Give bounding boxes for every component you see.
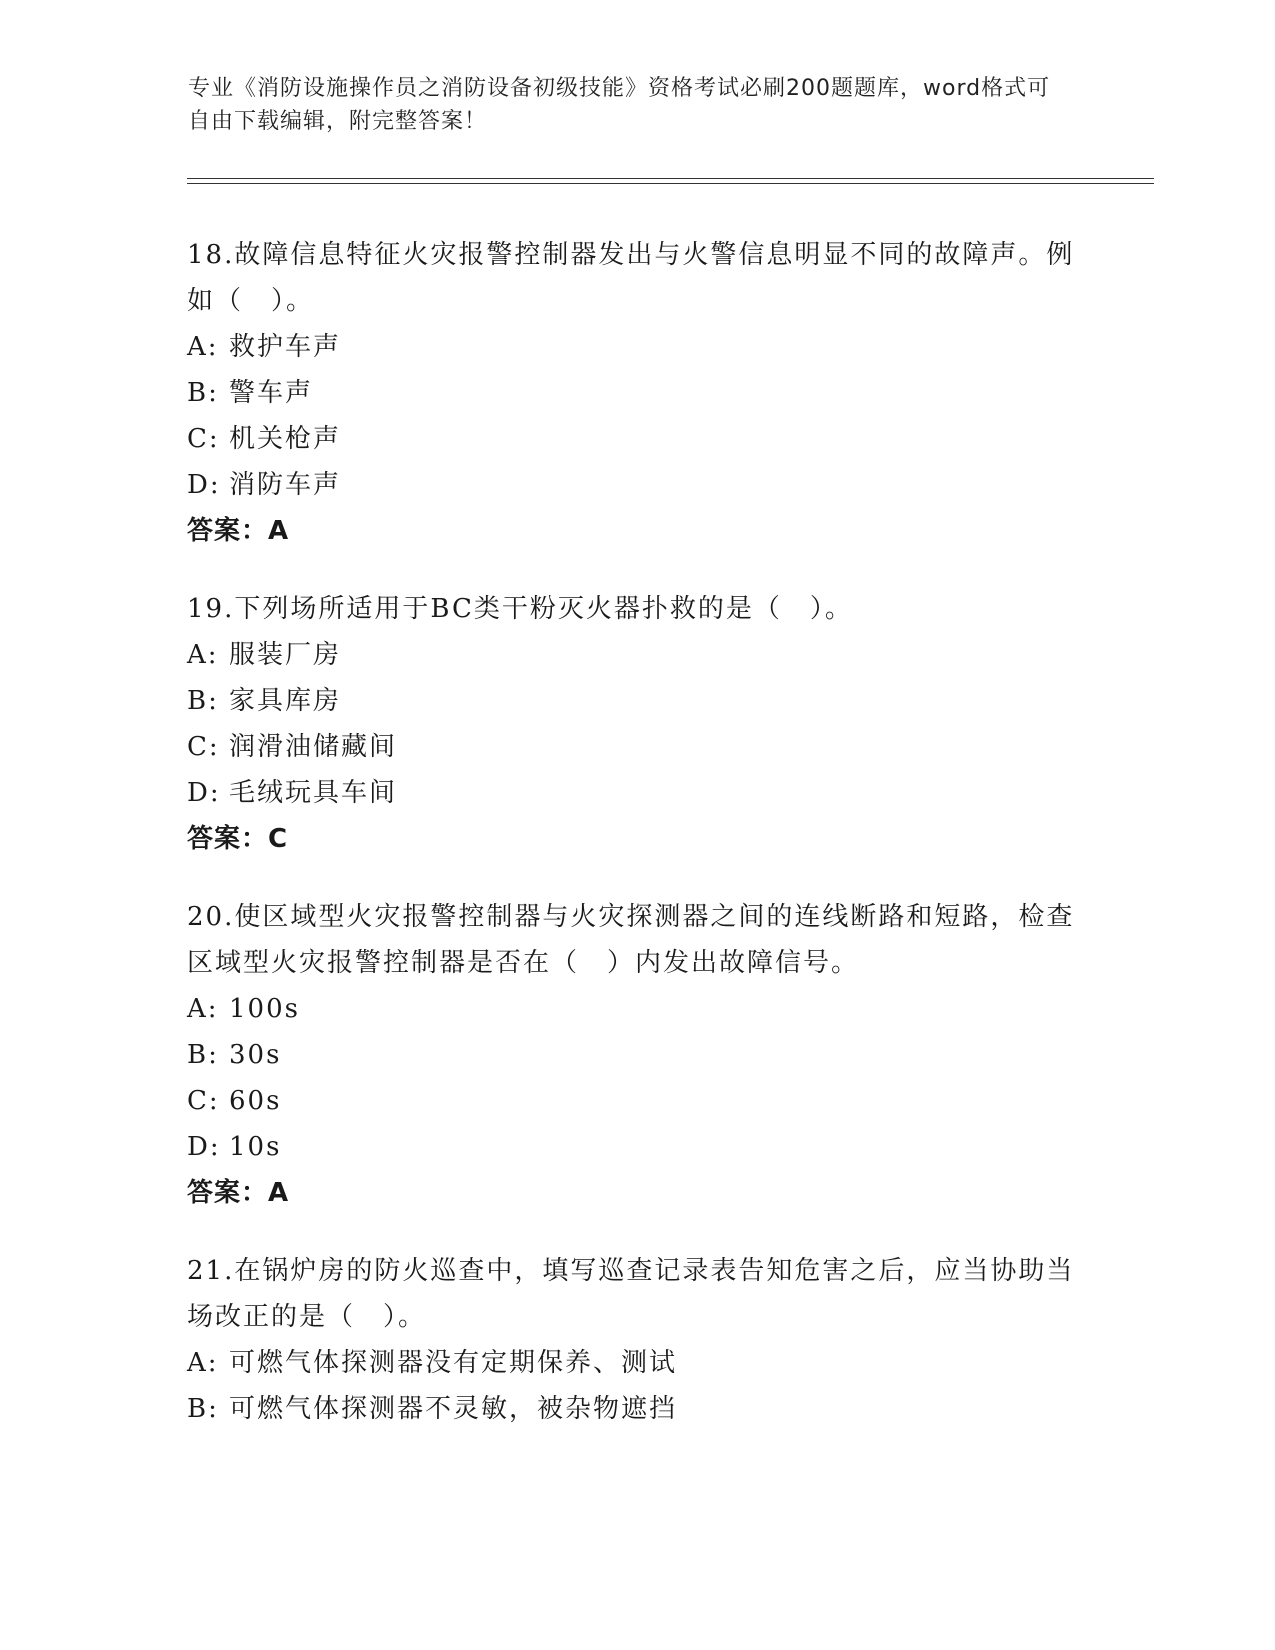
option-letter: B: xyxy=(187,1040,219,1070)
answer-line xyxy=(187,816,1087,862)
option-a xyxy=(187,324,1087,370)
option-b xyxy=(187,678,1087,724)
option-letter: D: xyxy=(187,1132,221,1162)
option-text: 可燃气体探测器不灵敏，被杂物遮挡 xyxy=(229,1394,678,1424)
option-text: 可燃气体探测器没有定期保养、测试 xyxy=(229,1348,678,1378)
option-b xyxy=(187,370,1087,416)
option-c xyxy=(187,1078,1087,1124)
option-text: 30s xyxy=(229,1040,282,1070)
option-letter: B: xyxy=(187,686,219,716)
option-a xyxy=(187,632,1087,678)
option-text: 100s xyxy=(229,994,300,1024)
answer-value: C xyxy=(268,824,289,854)
answer-line xyxy=(187,508,1087,554)
option-letter: C: xyxy=(187,1086,220,1116)
question-stem: 21.在锅炉房的防火巡查中，填写巡查记录表告知危害之后，应当协助当场改正的是（ ）。 xyxy=(187,1256,1075,1332)
option-text: 救护车声 xyxy=(229,332,342,362)
question-stem: 19.下列场所适用于BC类干粉灭火器扑救的是（ ）。 xyxy=(187,594,853,624)
header-divider-bottom xyxy=(187,183,1154,184)
option-letter: D: xyxy=(187,470,221,500)
option-letter: D: xyxy=(187,778,221,808)
option-letter: A: xyxy=(187,994,219,1024)
question-19 xyxy=(187,586,1087,862)
option-letter: A: xyxy=(187,332,219,362)
option-d xyxy=(187,770,1087,816)
answer-label: 答案： xyxy=(187,516,269,546)
option-text: 警车声 xyxy=(229,378,314,408)
option-d xyxy=(187,462,1087,508)
question-list xyxy=(187,232,1087,1464)
option-text: 10s xyxy=(229,1132,282,1162)
option-a xyxy=(187,1340,1087,1386)
option-b xyxy=(187,1032,1087,1078)
option-c xyxy=(187,724,1087,770)
option-letter: B: xyxy=(187,1394,219,1424)
option-text: 消防车声 xyxy=(229,470,342,500)
option-letter: C: xyxy=(187,732,220,762)
option-b xyxy=(187,1386,1087,1432)
option-text: 润滑油储藏间 xyxy=(229,732,398,762)
answer-value: A xyxy=(268,1178,290,1208)
document-header: 专业《消防设施操作员之消防设备初级技能》资格考试必刷200题题库，word格式可自由下载编辑，附完整答案！ xyxy=(188,76,1051,134)
question-21 xyxy=(187,1248,1087,1432)
answer-line xyxy=(187,1170,1087,1216)
option-letter: A: xyxy=(187,640,219,670)
question-20 xyxy=(187,894,1087,1216)
question-stem: 20.使区域型火灾报警控制器与火灾探测器之间的连线断路和短路，检查区域型火灾报警控制器是否在（ ）内发出故障信号。 xyxy=(187,902,1075,978)
option-a xyxy=(187,986,1087,1032)
answer-value: A xyxy=(268,516,290,546)
option-text: 机关枪声 xyxy=(229,424,342,454)
header-divider-top xyxy=(187,178,1154,179)
option-text: 60s xyxy=(229,1086,282,1116)
option-c xyxy=(187,416,1087,462)
option-text: 家具库房 xyxy=(229,686,342,716)
answer-label: 答案： xyxy=(187,824,269,854)
option-d xyxy=(187,1124,1087,1170)
answer-label: 答案： xyxy=(187,1178,269,1208)
option-letter: A: xyxy=(187,1348,219,1378)
question-18 xyxy=(187,232,1087,554)
option-text: 服装厂房 xyxy=(229,640,342,670)
question-stem: 18.故障信息特征火灾报警控制器发出与火警信息明显不同的故障声。例如（ ）。 xyxy=(187,240,1075,316)
option-letter: B: xyxy=(187,378,219,408)
option-letter: C: xyxy=(187,424,220,454)
option-text: 毛绒玩具车间 xyxy=(229,778,398,808)
